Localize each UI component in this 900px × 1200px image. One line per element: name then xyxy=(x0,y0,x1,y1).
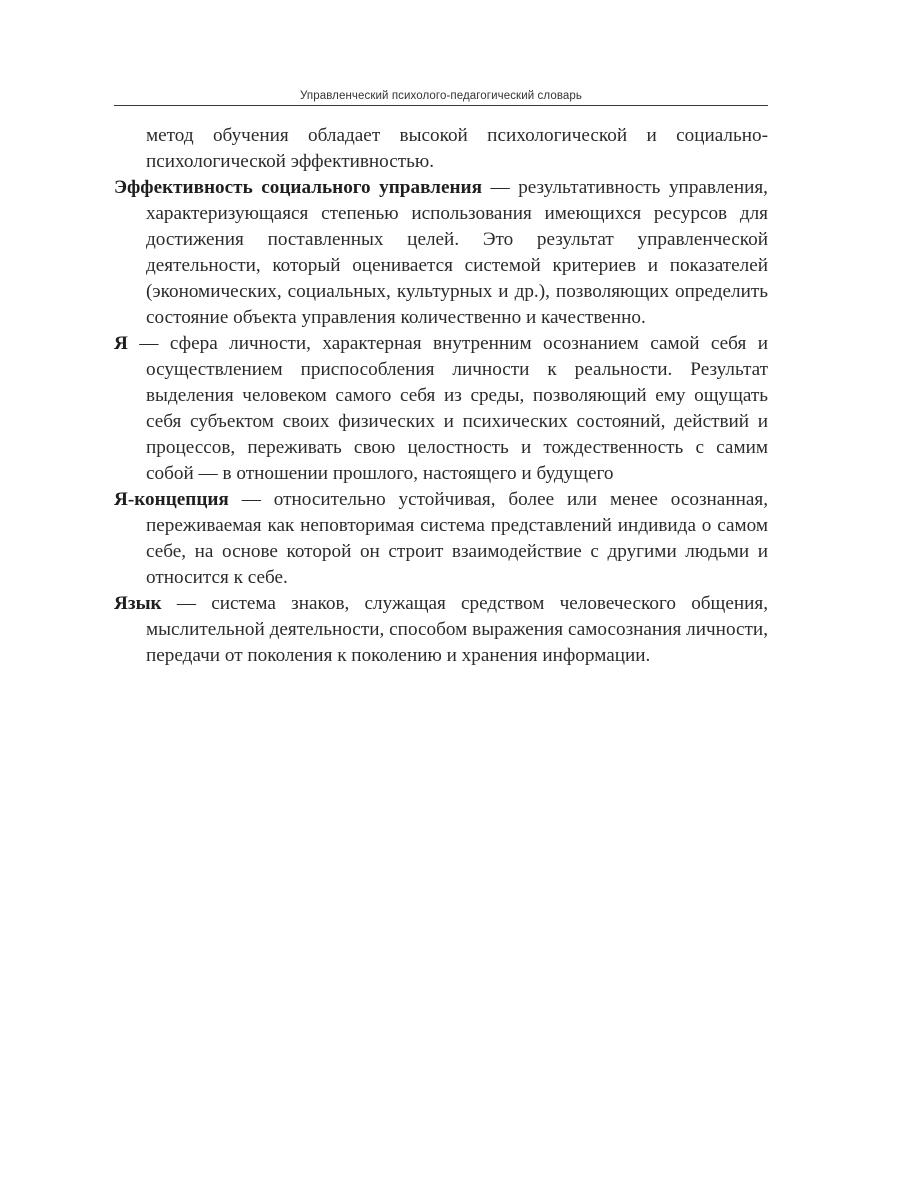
running-header-title: Управленческий психолого-педагогический словарь xyxy=(300,90,582,102)
entry-ya-concept xyxy=(114,487,768,591)
entry-definition: — относительно устойчивая, более или менее осознанная, переживаемая как неповторимая система представлений индивида о самом себе, на основе которой он строит взаимодействие с другими людьми и относится к себе. xyxy=(146,489,768,588)
dictionary-entries xyxy=(114,123,768,669)
entry-language xyxy=(114,591,768,669)
entry-term: Язык xyxy=(114,593,162,614)
entry-definition: — результативность управления, характеризующаяся степенью использования имеющихся ресурсов для достижения поставленных целей. Это результат управленческой деятельности, который оценивается системой критериев и показателей (экономических, социальных, культурных и др.), позволяющих определить состояние объекта управления количественно и качественно. xyxy=(146,177,768,328)
entry-ya xyxy=(114,331,768,487)
entry-definition: — система знаков, служащая средством человеческого общения, мыслительной деятельности, способом выражения самосознания личности, передачи от поколения к поколению и хранения информации. xyxy=(146,593,768,666)
entry-definition: — сфера личности, характерная внутренним осознанием самой себя и осуществлением приспособления личности к реальности. Результат выделения человеком самого себя из среды, позволяющий ему ощущать себя субъектом своих физических и психических состояний, действий и процессов, переживать свою целостность и тождественность с самим собой — в отношении прошлого, настоящего и будущего xyxy=(127,333,768,484)
entry-term: Я-концепция xyxy=(114,489,229,510)
entry-term: Я xyxy=(114,333,128,354)
entry-social-management-efficiency xyxy=(114,175,768,331)
entry-continuation-text: метод обучения обладает высокой психологической и социально-психологической эффективностью. xyxy=(146,125,768,172)
running-header xyxy=(114,89,768,106)
entry-continuation xyxy=(114,123,768,175)
entry-term: Эффективность социального управления xyxy=(114,177,482,198)
